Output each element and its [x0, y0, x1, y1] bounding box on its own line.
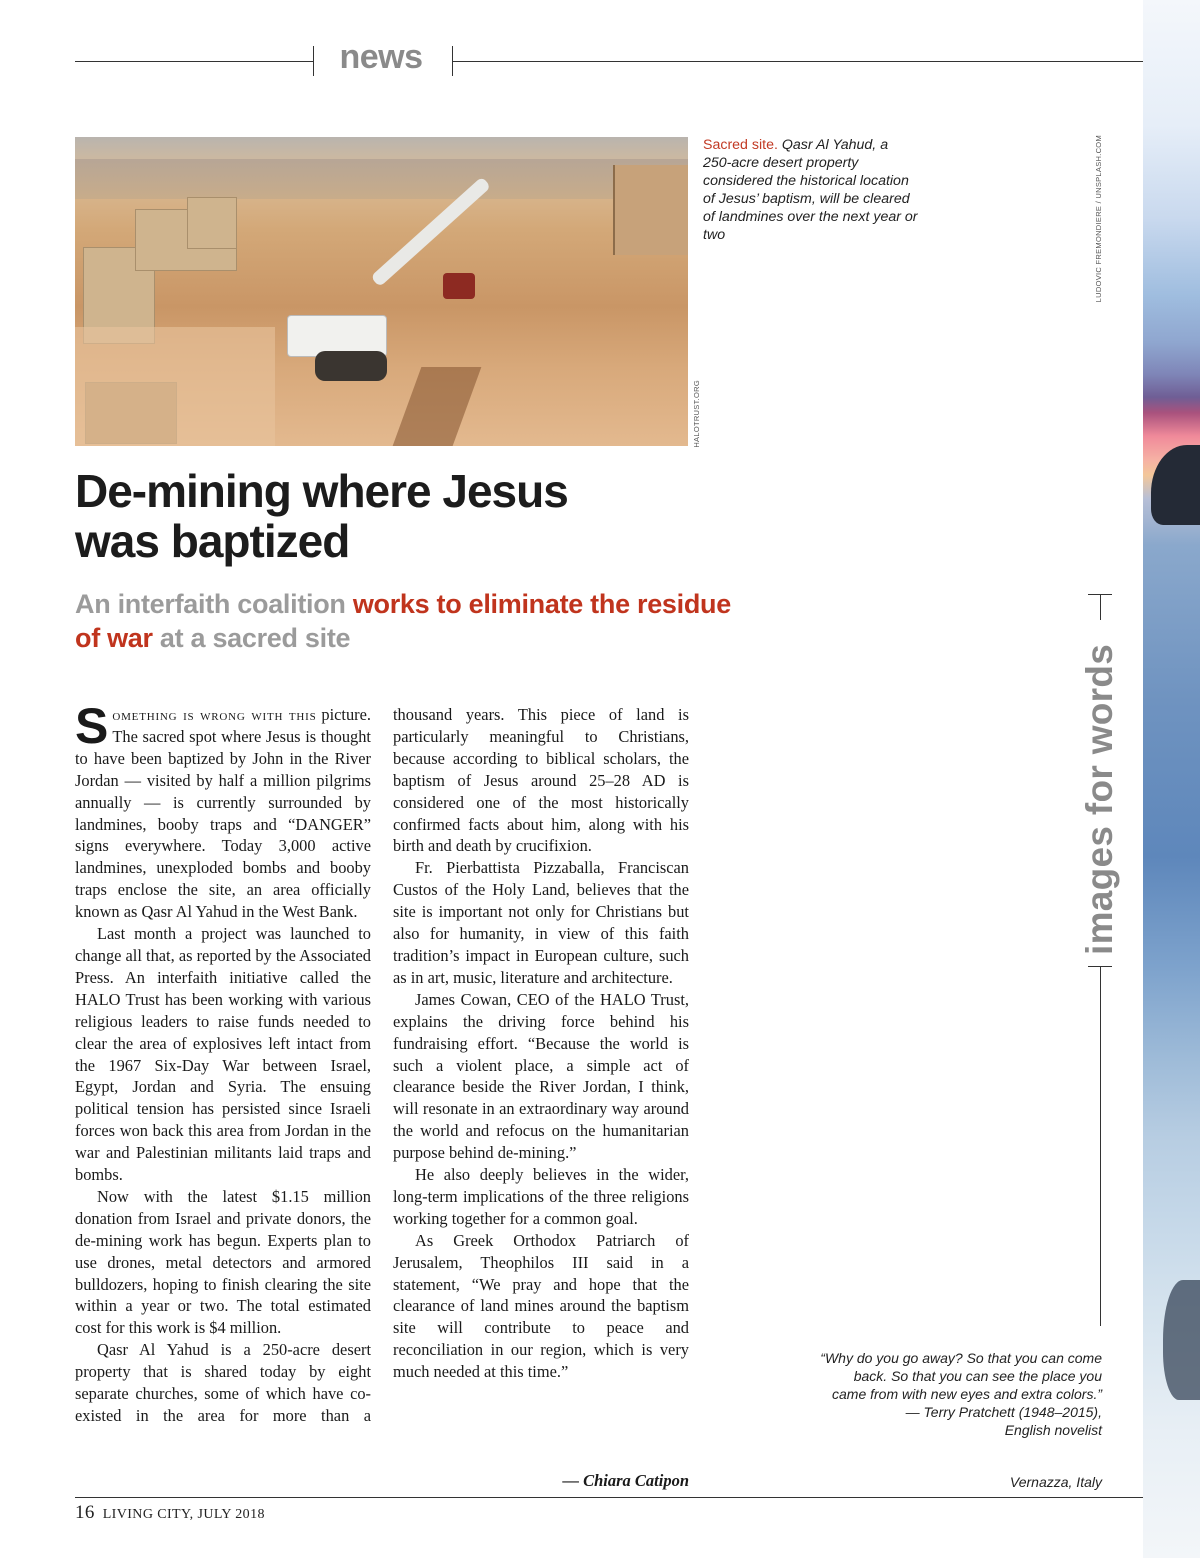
- paragraph: James Cowan, CEO of the HALO Trust, explains the driving force behind his fundraising effort. “Because the world is such a violent place, a simple act of clearance beside the River Jordan, I think, will resonate in an extraordinary way around the world and refocus on the humanitarian purpose behind de-mining.”: [393, 989, 689, 1163]
- photo-caption: [703, 136, 918, 244]
- footer-rule: [75, 1497, 1143, 1498]
- rock-silhouette: [1151, 445, 1200, 525]
- rock-silhouette: [1163, 1280, 1200, 1400]
- drop-cap: S: [75, 698, 109, 754]
- deck-text: An interfaith coalition: [75, 589, 353, 619]
- paragraph: Qasr Al Yahud is a 250-acre desert property that is shared today by eight separate churches, some of which have co-existed in the area for more than a: [75, 1340, 371, 1425]
- sidebar-rule: [1100, 966, 1101, 1326]
- quote-text: “Why do you go away? So that you can come back. So that you can see the place you came from with new eyes and extra colors.”: [820, 1350, 1102, 1402]
- lead-in: omething is wrong with this: [112, 705, 317, 724]
- paragraph: Now with the latest $1.15 million donation from Israel and private donors, the de-mining work has begun. Experts plan to use drones, metal detectors and armored bulldozers, hoping to finish clearing the site within a year or two. The total estimated cost for this work is $4 million.: [75, 1186, 371, 1338]
- paragraph: He also deeply believes in the wider, long-term implications of the three religions working together for a common goal.: [393, 1165, 689, 1228]
- paragraph: Fr. Pierbattista Pizzaballa, Franciscan Custos of the Holy Land, believes that the site is important not only for Christians but also for humanity, in view of this faith tradition’s impact in European culture, such as in art, music, literature and architecture.: [393, 858, 689, 987]
- caption-body: Qasr Al Yahud, a 250-acre desert property considered the historical location of Jesus’ baptism, will be cleared of landmines over the next year or two: [703, 137, 918, 243]
- paragraph: thousand years. This piece of land is particularly meaningful to Christians, because according to biblical scholars, the baptism of Jesus around 25–28 AD is considered one of the most historically confirmed facts about him, along with his birth and death by crucifixion.: [393, 705, 689, 856]
- header-rule-right: [452, 61, 1143, 62]
- sidebar-cap: [1088, 594, 1112, 595]
- article-column-1: [75, 698, 371, 1427]
- page-number: 16: [75, 1502, 95, 1523]
- paragraph: As Greek Orthodox Patriarch of Jerusalem, Theophilos III said in a statement, “We pray and hope that the clearance of land mines around the baptism site will contribute to peace and reconciliation in our region, which is very much needed at this time.”: [393, 1230, 689, 1382]
- caption-lead: Sacred site.: [703, 137, 778, 153]
- quote-attribution-role: English novelist: [1004, 1422, 1102, 1438]
- deck-highlight: works to eliminate the residue of war: [75, 589, 731, 653]
- article-deck: [75, 587, 735, 655]
- section-label: news: [339, 38, 423, 76]
- headline-line: De-mining where Jesus: [75, 465, 568, 517]
- sidebar-title: images for words: [1079, 643, 1120, 955]
- quote-attribution: — Terry Pratchett (1948–2015),: [905, 1404, 1102, 1420]
- page-footer: [75, 1502, 265, 1524]
- headline-line: was baptized: [75, 515, 350, 567]
- article-headline: [75, 466, 715, 566]
- sidebar-landscape-photo: [1143, 0, 1200, 1558]
- publication-info: LIVING CITY, JULY 2018: [102, 1507, 265, 1522]
- sidebar-photo-location: Vernazza, Italy: [1009, 1474, 1102, 1490]
- paragraph-text: picture. The sacred spot where Jesus is thought to have been baptized by John in the River Jordan — visited by half a million pilgrims annually — is currently surrounded by landmines, booby traps and “DANGER” signs everywhere. Today 3,000 active landmines, unexploded bombs and booby traps enclose the site, an area officially known as Qasr Al Yahud in the West Bank.: [75, 705, 371, 922]
- article-photo: [75, 137, 688, 446]
- header-tick: [313, 46, 314, 76]
- paragraph: Last month a project was launched to change all that, as reported by the Associated Press. An interfaith initiative called the HALO Trust has been working with various religious leaders to raise funds needed to clear the area of explosives left intact from the 1967 Six-Day War between Israel, Egypt, Jordan and Syria. The ensuing political tension has persisted since Israeli forces won back this area from Jordan in the war and Palestinian militants laid traps and bombs.: [75, 924, 371, 1185]
- article-column-2: [393, 704, 689, 1383]
- photo-credit: HALOTRUST.ORG: [692, 380, 701, 448]
- byline: — Chiara Catipon: [562, 1471, 689, 1490]
- header-rule-left: [75, 61, 313, 62]
- deck-text: at a sacred site: [152, 623, 351, 653]
- paragraph: [75, 698, 371, 923]
- sidebar-photo-credit: LUDOVIC FREMONDIERE / UNSPLASH.COM: [1094, 135, 1103, 303]
- sidebar-quote: [820, 1349, 1102, 1439]
